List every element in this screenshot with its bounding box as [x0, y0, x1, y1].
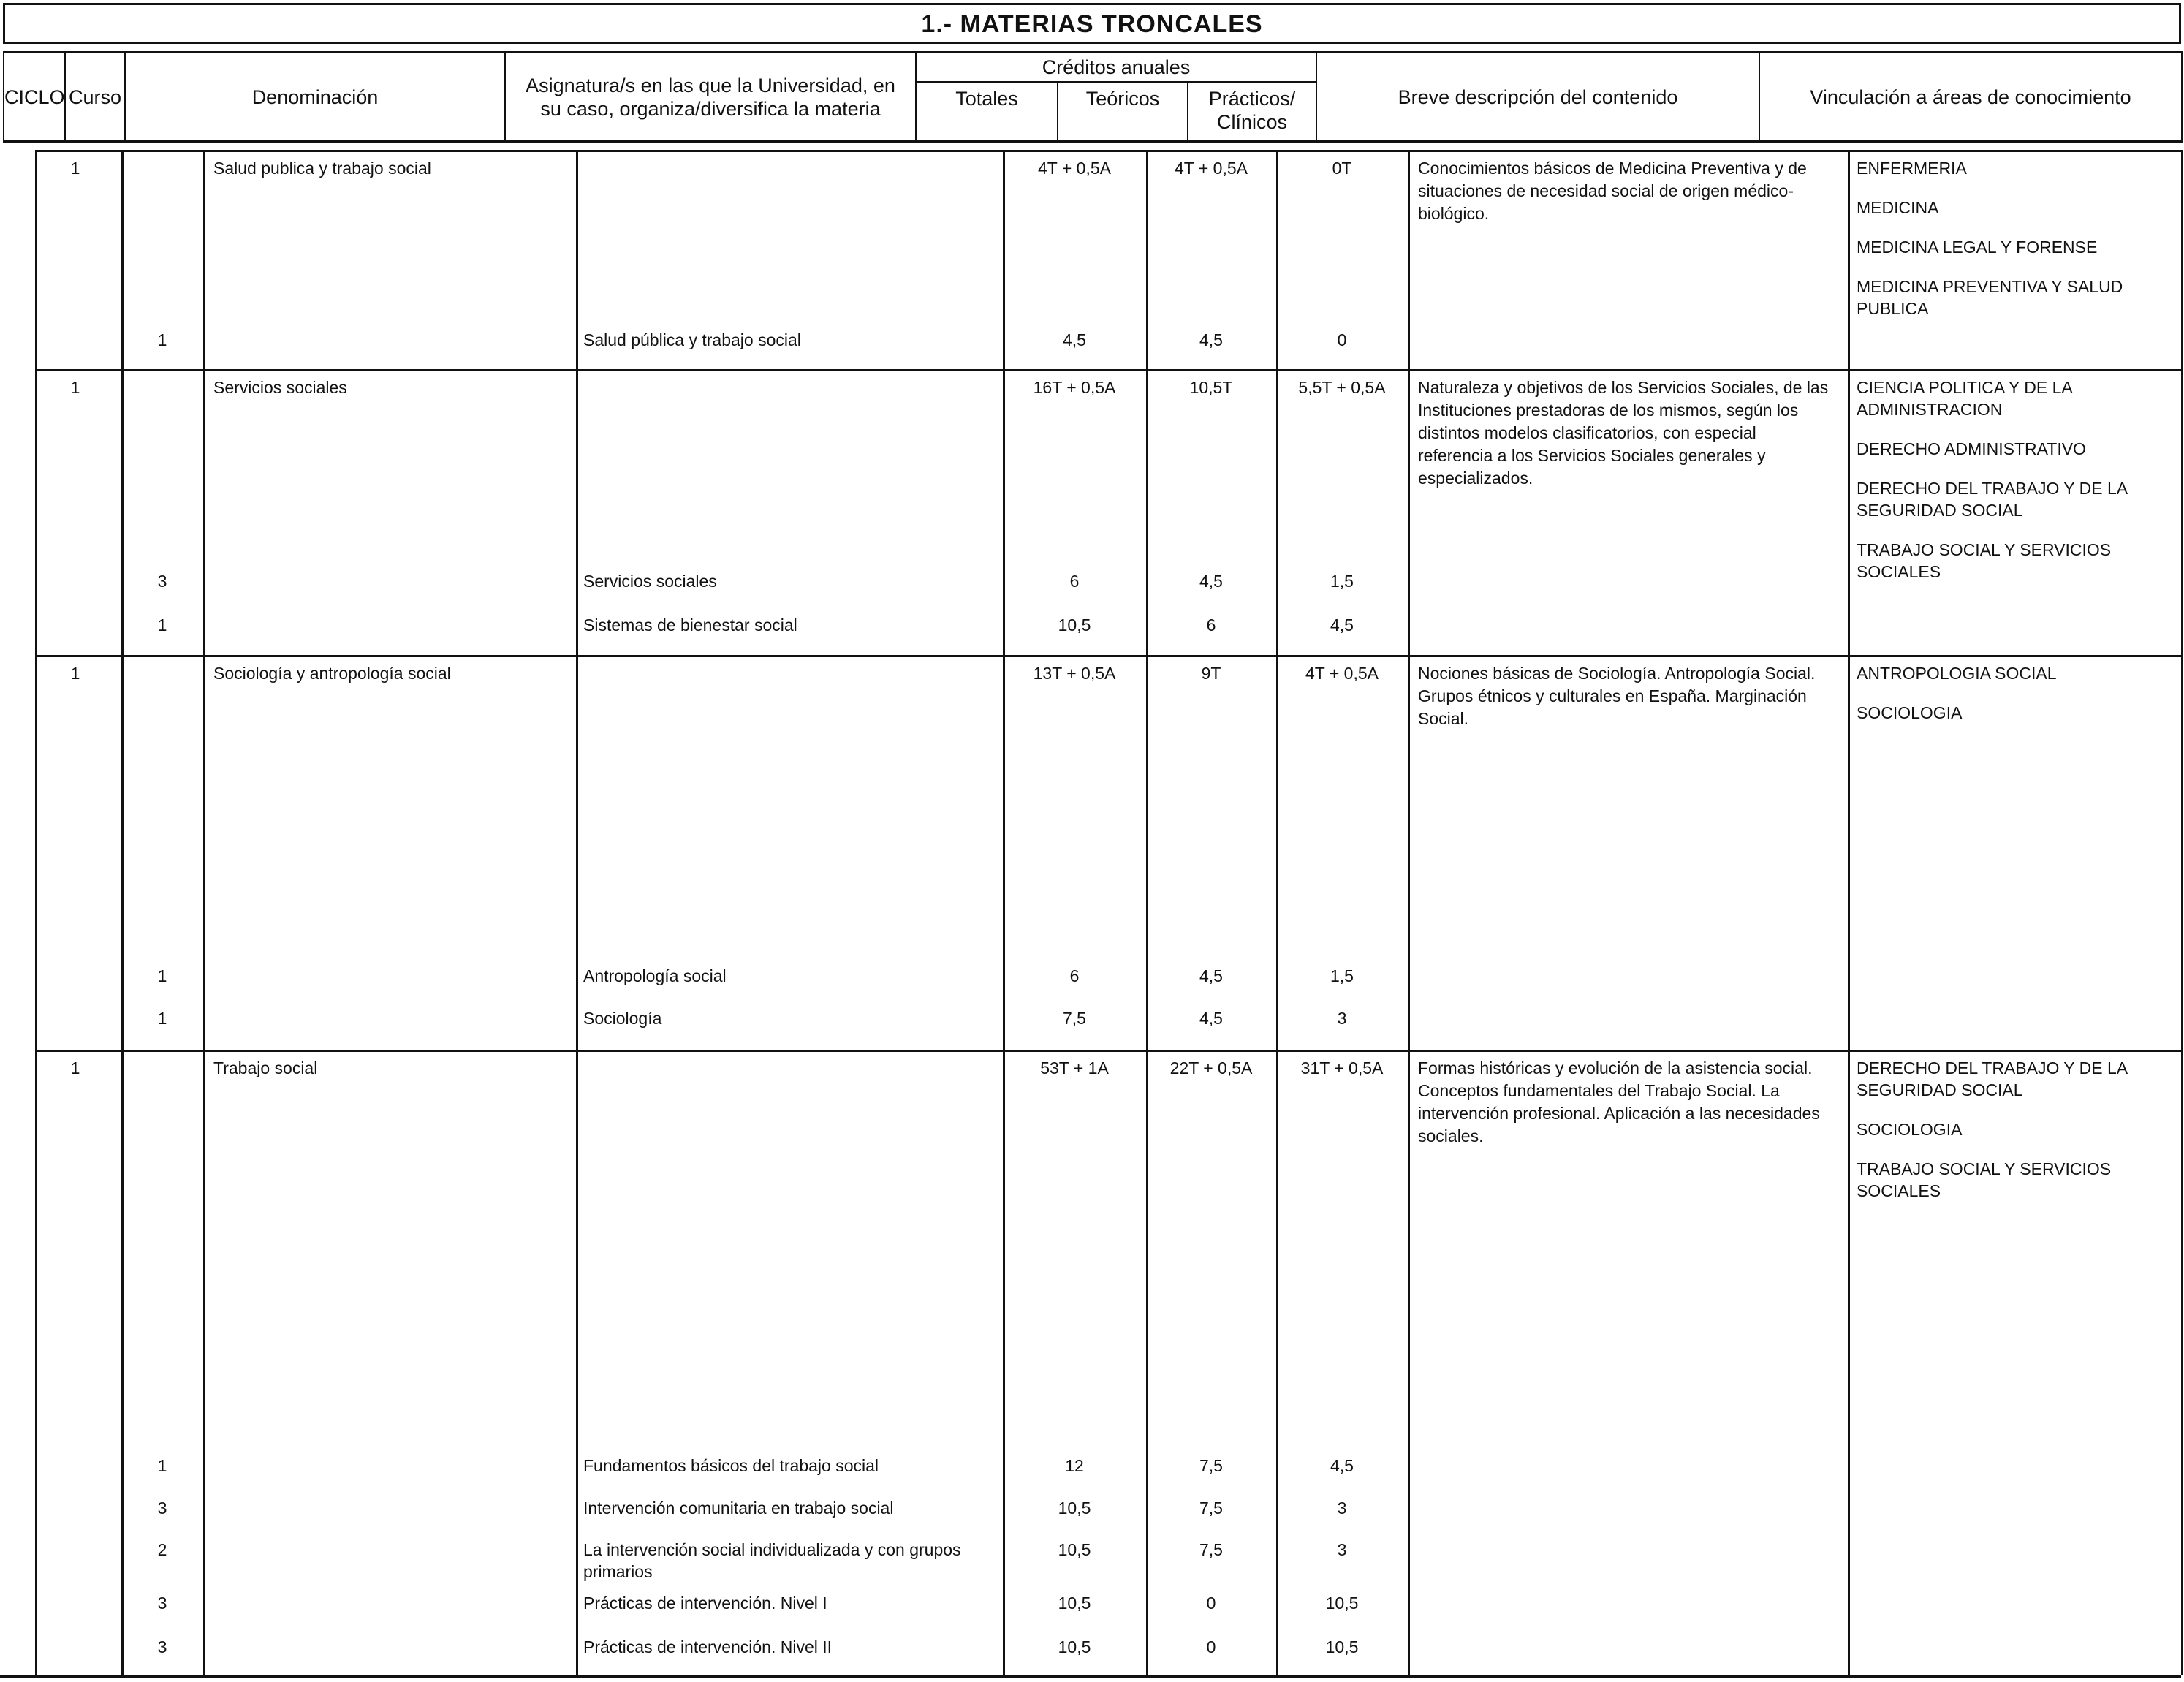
column-rule: [1276, 369, 1278, 655]
asignatura-totales: 10,5: [1058, 1499, 1091, 1518]
column-rule: [1146, 655, 1148, 1050]
column-rule: [1003, 655, 1005, 1050]
asignatura-totales: 10,5: [1058, 1637, 1091, 1656]
asignatura-nombre: Prácticas de intervención. Nivel I: [583, 1594, 827, 1613]
column-header-table: [3, 51, 2183, 143]
asignatura-curso: 1: [157, 1009, 167, 1028]
materia-ciclo: 1: [70, 1058, 80, 1077]
column-rule: [1848, 1050, 1850, 1675]
header-curso: Curso: [65, 53, 125, 142]
materia-totales: 53T + 1A: [1040, 1058, 1109, 1077]
materia-descripcion: Conocimientos básicos de Medicina Preventiva y de situaciones de necesidad social de origen médico-biológico.: [1418, 159, 1807, 223]
column-rule: [576, 150, 578, 369]
asignatura-totales: 10,5: [1058, 1594, 1091, 1613]
column-rule: [203, 655, 205, 1050]
asignatura-teoricos: 7,5: [1199, 1540, 1223, 1559]
asignatura-teoricos: 7,5: [1199, 1499, 1223, 1518]
materia-practicos: 31T + 0,5A: [1300, 1058, 1384, 1077]
materia-totales: 13T + 0,5A: [1033, 664, 1116, 683]
column-rule: [1146, 369, 1148, 655]
asignatura-totales: 10,5: [1058, 1540, 1091, 1559]
area-conocimiento: SOCIOLOGIA: [1857, 1120, 1963, 1139]
materia-practicos: 0T: [1332, 159, 1352, 178]
materia-denominacion: Servicios sociales: [213, 378, 347, 397]
header-descripcion: Breve descripción del contenido: [1316, 53, 1759, 142]
header-teoricos: Teóricos: [1058, 82, 1188, 142]
asignatura-totales: 4,5: [1063, 330, 1086, 349]
column-rule: [203, 369, 205, 655]
header-ciclo: CICLO: [4, 53, 65, 142]
column-rule: [35, 655, 37, 1050]
materia-teoricos: 22T + 0,5A: [1169, 1058, 1253, 1077]
materia-teoricos: 9T: [1201, 664, 1221, 683]
asignatura-nombre: Fundamentos básicos del trabajo social: [583, 1456, 879, 1475]
asignatura-nombre: Prácticas de intervención. Nivel II: [583, 1637, 833, 1656]
materia-block: [35, 1050, 2181, 1675]
column-rule: [1848, 655, 1850, 1050]
asignatura-curso: 3: [157, 572, 167, 591]
materia-totales: 4T + 0,5A: [1038, 159, 1111, 178]
column-rule: [2181, 655, 2183, 1050]
table-bottom-rule: [0, 1675, 2181, 1678]
asignatura-curso: 3: [157, 1594, 167, 1613]
column-rule: [1003, 369, 1005, 655]
area-conocimiento: DERECHO ADMINISTRATIVO: [1857, 439, 2086, 458]
area-conocimiento: DERECHO DEL TRABAJO Y DE LA SEGURIDAD SOCIAL: [1857, 479, 2127, 520]
asignatura-teoricos: 0: [1206, 1594, 1216, 1613]
page-title: 1.- MATERIAS TRONCALES: [3, 3, 2181, 44]
materia-descripcion: Naturaleza y objetivos de los Servicios Sociales, de las Instituciones prestadoras de los mismos, según los distintos modelos clasificatorios, con especial referencia a los Servicios Sociales generales y especializados.: [1418, 378, 1829, 488]
header-denominacion: Denominación: [125, 53, 505, 142]
asignatura-nombre: Intervención comunitaria en trabajo social: [583, 1499, 894, 1518]
asignatura-curso: 1: [157, 966, 167, 985]
asignatura-teoricos: 4,5: [1199, 966, 1223, 985]
column-rule: [1408, 1050, 1410, 1675]
column-rule: [1276, 655, 1278, 1050]
column-rule: [2181, 369, 2183, 655]
column-rule: [2181, 150, 2183, 369]
materia-ciclo: 1: [70, 664, 80, 683]
asignatura-nombre: Antropología social: [583, 966, 727, 985]
area-conocimiento: DERECHO DEL TRABAJO Y DE LA SEGURIDAD SOCIAL: [1857, 1058, 2127, 1099]
asignatura-curso: 1: [157, 330, 167, 349]
asignatura-curso: 2: [157, 1540, 167, 1559]
column-rule: [1848, 369, 1850, 655]
area-conocimiento: CIENCIA POLITICA Y DE LA ADMINISTRACION: [1857, 378, 2072, 419]
materia-totales: 16T + 0,5A: [1033, 378, 1116, 397]
asignatura-nombre: Salud pública y trabajo social: [583, 330, 801, 349]
column-rule: [35, 369, 37, 655]
column-rule: [1408, 369, 1410, 655]
column-rule: [1408, 150, 1410, 369]
materia-ciclo: 1: [70, 378, 80, 397]
header-practicos: Prácticos/ Clínicos: [1188, 82, 1316, 142]
header-totales: Totales: [916, 82, 1058, 142]
asignatura-practicos: 10,5: [1325, 1594, 1359, 1613]
column-rule: [576, 369, 578, 655]
area-conocimiento: MEDICINA: [1857, 198, 1939, 217]
asignatura-teoricos: 4,5: [1199, 330, 1223, 349]
asignatura-practicos: 4,5: [1330, 1456, 1354, 1475]
asignatura-practicos: 10,5: [1325, 1637, 1359, 1656]
asignatura-totales: 12: [1065, 1456, 1084, 1475]
column-rule: [203, 1050, 205, 1675]
column-rule: [35, 150, 37, 369]
area-conocimiento: ANTROPOLOGIA SOCIAL: [1857, 664, 2057, 683]
asignatura-nombre: Sociología: [583, 1009, 662, 1028]
column-rule: [2181, 1050, 2183, 1675]
materia-descripcion: Nociones básicas de Sociología. Antropología Social. Grupos étnicos y culturales en España. Marginación Social.: [1418, 664, 1816, 728]
column-rule: [1003, 1050, 1005, 1675]
materia-descripcion: Formas históricas y evolución de la asistencia social. Conceptos fundamentales del Trabajo Social. La intervención profesional. Aplicación a las necesidades sociales.: [1418, 1058, 1820, 1145]
asignatura-totales: 6: [1069, 966, 1080, 985]
asignatura-teoricos: 4,5: [1199, 1009, 1223, 1028]
asignatura-practicos: 0: [1337, 330, 1347, 349]
column-rule: [1146, 1050, 1148, 1675]
materia-practicos: 5,5T + 0,5A: [1298, 378, 1386, 397]
asignatura-practicos: 3: [1337, 1499, 1347, 1518]
asignatura-totales: 10,5: [1058, 615, 1091, 634]
column-rule: [1408, 655, 1410, 1050]
area-conocimiento: ENFERMERIA: [1857, 159, 1967, 178]
asignatura-totales: 6: [1069, 572, 1080, 591]
column-rule: [121, 369, 124, 655]
asignatura-curso: 3: [157, 1499, 167, 1518]
column-rule: [121, 1050, 124, 1675]
area-conocimiento: SOCIOLOGIA: [1857, 703, 1963, 722]
area-conocimiento: TRABAJO SOCIAL Y SERVICIOS SOCIALES: [1857, 1159, 2112, 1200]
column-rule: [203, 150, 205, 369]
asignatura-teoricos: 4,5: [1199, 572, 1223, 591]
column-rule: [1276, 1050, 1278, 1675]
area-conocimiento: TRABAJO SOCIAL Y SERVICIOS SOCIALES: [1857, 540, 2112, 581]
materia-ciclo: 1: [70, 159, 80, 178]
column-rule: [121, 655, 124, 1050]
asignatura-nombre: Servicios sociales: [583, 572, 717, 591]
asignatura-practicos: 4,5: [1330, 615, 1354, 634]
materia-denominacion: Salud publica y trabajo social: [213, 159, 431, 178]
asignatura-nombre: Sistemas de bienestar social: [583, 615, 797, 634]
asignatura-curso: 3: [157, 1637, 167, 1656]
header-creditos-anuales: Créditos anuales: [916, 53, 1316, 82]
asignatura-practicos: 3: [1337, 1540, 1347, 1559]
header-bottom-rule: [3, 140, 2181, 143]
materia-denominacion: Sociología y antropología social: [213, 664, 451, 683]
column-rule: [1848, 150, 1850, 369]
asignatura-teoricos: 0: [1206, 1637, 1216, 1656]
area-conocimiento: MEDICINA PREVENTIVA Y SALUD PUBLICA: [1857, 277, 2123, 318]
header-vinculacion: Vinculación a áreas de conocimiento: [1759, 53, 2182, 142]
asignatura-curso: 1: [157, 615, 167, 634]
asignatura-practicos: 3: [1337, 1009, 1347, 1028]
column-rule: [35, 1050, 37, 1675]
column-rule: [576, 655, 578, 1050]
area-conocimiento: MEDICINA LEGAL Y FORENSE: [1857, 238, 2098, 257]
asignatura-teoricos: 6: [1206, 615, 1216, 634]
materia-teoricos: 10,5T: [1189, 378, 1233, 397]
materia-denominacion: Trabajo social: [213, 1058, 318, 1077]
asignatura-curso: 1: [157, 1456, 167, 1475]
materia-teoricos: 4T + 0,5A: [1175, 159, 1248, 178]
column-rule: [576, 1050, 578, 1675]
asignatura-nombre: La intervención social individualizada y con grupos primarios: [583, 1540, 961, 1581]
header-asignatura: Asignatura/s en las que la Universidad, en su caso, organiza/diversifica la materia: [505, 53, 916, 142]
asignatura-practicos: 1,5: [1330, 572, 1354, 591]
asignatura-teoricos: 7,5: [1199, 1456, 1223, 1475]
asignatura-totales: 7,5: [1063, 1009, 1086, 1028]
asignatura-practicos: 1,5: [1330, 966, 1354, 985]
materia-practicos: 4T + 0,5A: [1305, 664, 1379, 683]
